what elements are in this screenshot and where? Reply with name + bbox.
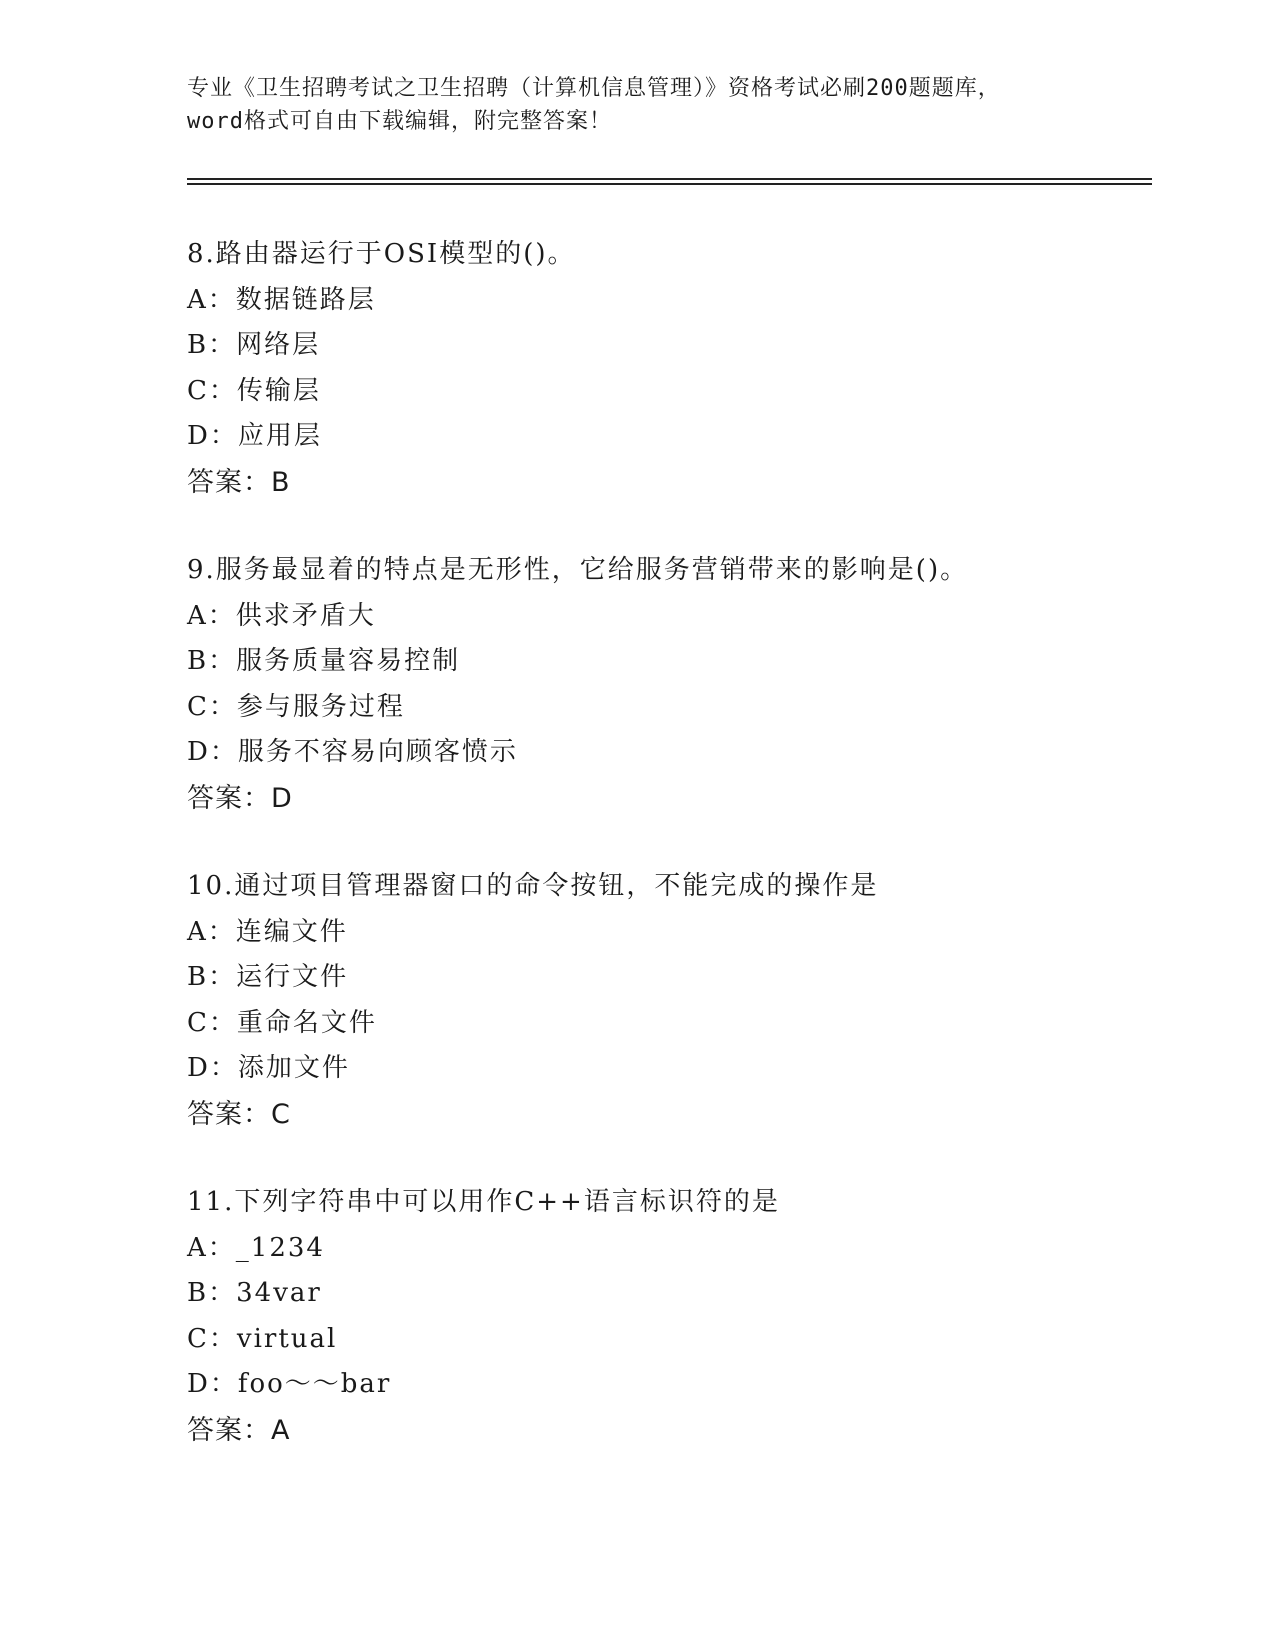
option-b: B：服务质量容易控制 <box>187 646 461 676</box>
option-d: D：应用层 <box>187 421 322 451</box>
answer-line: 答案：C <box>187 1098 291 1130</box>
option-b: B：34var <box>187 1278 322 1308</box>
answer-line: 答案：D <box>187 782 293 814</box>
option-c: C：virtual <box>187 1323 338 1354</box>
option-b: B：网络层 <box>187 330 321 360</box>
option-a: A：数据链路层 <box>187 284 376 315</box>
option-a: A：_1234 <box>187 1232 325 1263</box>
question-block <box>187 232 1147 505</box>
header-divider-bottom <box>187 183 1152 185</box>
answer-line: 答案：B <box>187 466 291 498</box>
option-d: D：foo～～bar <box>187 1369 392 1399</box>
option-b: B：运行文件 <box>187 962 349 992</box>
question-block <box>187 1180 1147 1453</box>
header-divider-top <box>187 178 1152 180</box>
question-stem: 10.通过项目管理器窗口的命令按钮，不能完成的操作是 <box>187 871 879 901</box>
question-stem: 11.下列字符串中可以用作C++语言标识符的是 <box>187 1187 780 1217</box>
option-d: D：添加文件 <box>187 1053 350 1083</box>
question-block <box>187 548 1147 821</box>
header-line-2: word格式可自由下载编辑，附完整答案！ <box>187 109 612 134</box>
option-a: A：供求矛盾大 <box>187 600 376 631</box>
option-c: C：传输层 <box>187 375 321 406</box>
question-stem: 8.路由器运行于OSI模型的()。 <box>187 239 576 269</box>
option-d: D：服务不容易向顾客愤示 <box>187 737 518 767</box>
question-block <box>187 864 1147 1137</box>
option-a: A：连编文件 <box>187 916 348 947</box>
option-c: C：重命名文件 <box>187 1007 377 1038</box>
document-header <box>187 72 1087 138</box>
answer-line: 答案：A <box>187 1414 291 1446</box>
option-c: C：参与服务过程 <box>187 691 405 722</box>
question-stem: 9.服务最显着的特点是无形性，它给服务营销带来的影响是()。 <box>187 555 969 585</box>
header-line-1: 专业《卫生招聘考试之卫生招聘（计算机信息管理）》资格考试必刷200题题库， <box>187 76 1001 101</box>
